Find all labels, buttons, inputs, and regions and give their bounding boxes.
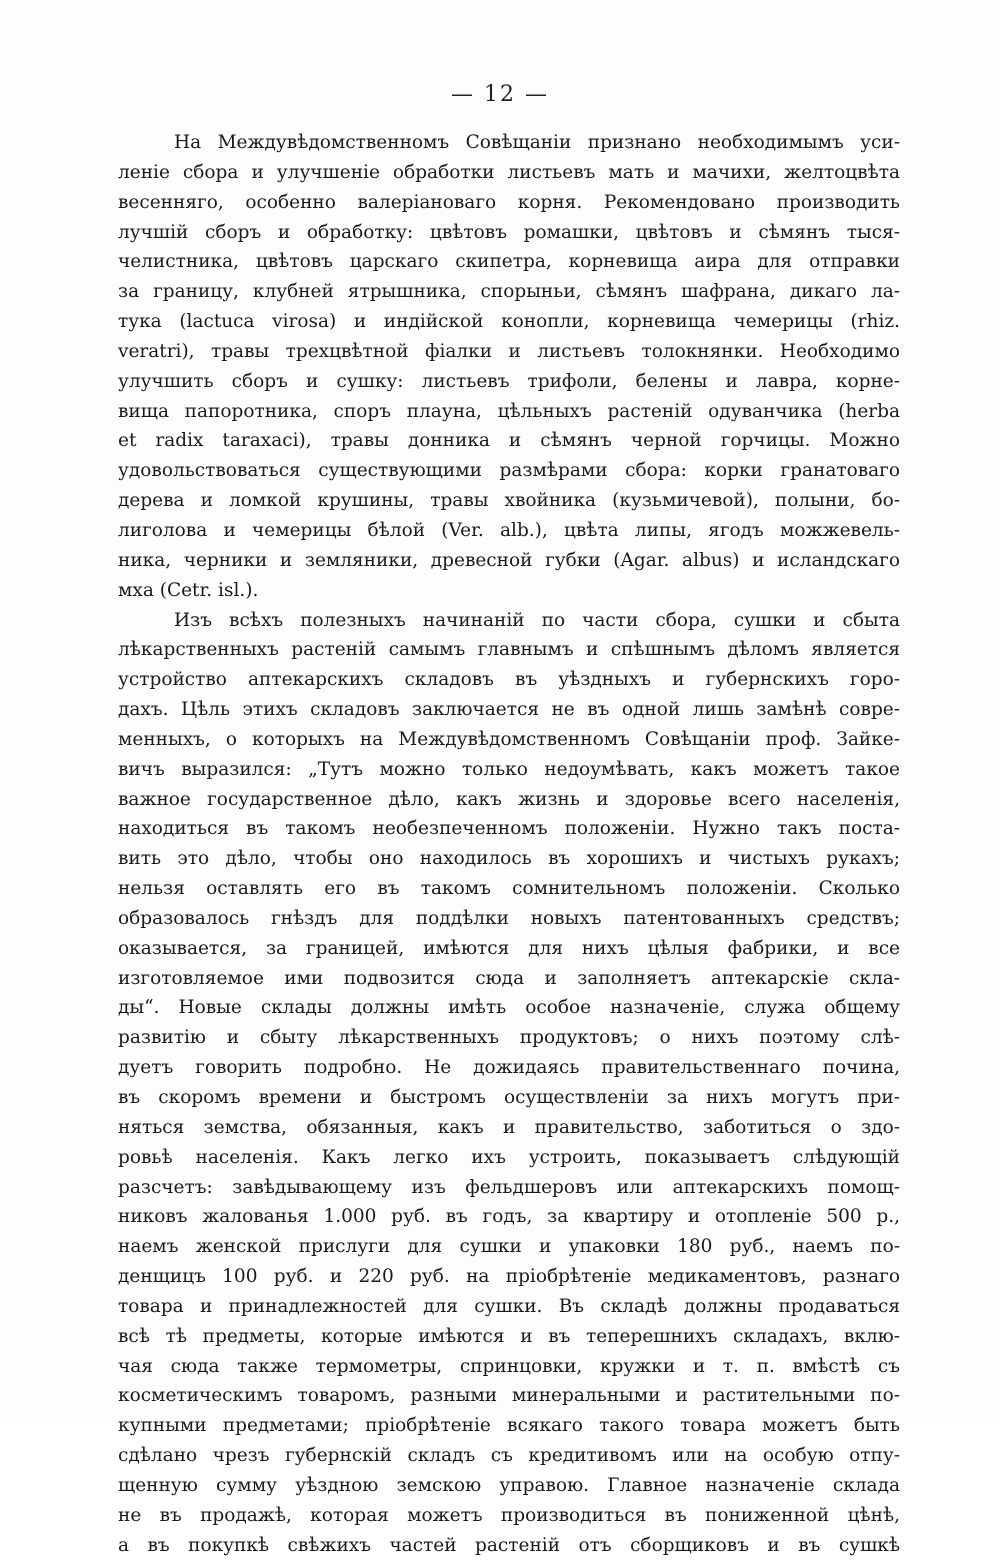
- text-line: въ скоромъ времени и быстромъ осуществленіи за нихъ могутъ при-: [118, 1087, 900, 1108]
- text-line: дуетъ говорить подробно. Не дожидаясь правительственнаго почина,: [118, 1057, 900, 1079]
- text-line: наемъ женской прислуги для сушки и упаковки 180 руб., наемъ по-: [118, 1236, 900, 1258]
- text-line: леніе сбора и улучшеніе обработки листьевъ мать и мачихи, желтоцвѣта: [118, 161, 900, 183]
- text-line: не въ продажѣ, которая можетъ производиться въ пониженной цѣнѣ,: [118, 1504, 900, 1526]
- text-line: образовалось гнѣздъ для поддѣлки новыхъ патентованныхъ средствъ;: [118, 907, 900, 929]
- text-line: вичъ выразился: „Тутъ можно только недоумѣвать, какъ можетъ такое: [118, 758, 900, 780]
- text-line: щенную сумму уѣздною земскою управою. Главное назначеніе склада: [118, 1474, 900, 1496]
- text-line: лѣкарственныхъ растеній самымъ главнымъ и спѣшнымъ дѣломъ является: [118, 639, 900, 661]
- text-line: челистника, цвѣтовъ царскаго скипетра, корневища аира для отправки: [118, 251, 900, 273]
- text-line: чая сюда также термометры, спринцовки, кружки и т. п. вмѣстѣ съ: [118, 1355, 900, 1377]
- text-line: ровьѣ населенія. Какъ легко ихъ устроить, показываетъ слѣдующій: [118, 1146, 900, 1168]
- text-line: важное государственное дѣло, какъ жизнь и здоровье всего населенія,: [118, 788, 900, 810]
- text-line: тука (lactuca virosa) и индійской конопли, корневища чемерицы (rhiz.: [118, 311, 900, 333]
- text-line: сдѣлано чрезъ губернскій складъ съ кредитивомъ или на особую отпу-: [118, 1445, 900, 1467]
- text-line: косметическимъ товаромъ, разными минеральными и растительными по-: [118, 1385, 900, 1407]
- body-text: [118, 128, 900, 1561]
- text-line: устройство аптекарскихъ складовъ въ уѣздныхъ и губернскихъ горо-: [118, 669, 900, 691]
- text-line: всѣ тѣ предметы, которые имѣются и въ теперешнихъ складахъ, вклю-: [118, 1325, 900, 1347]
- text-line: улучшить сборъ и сушку: листьевъ трифоли, белены и лавра, корне-: [118, 370, 900, 392]
- text-line: товара и принадлежностей для сушки. Въ складѣ должны продаваться: [118, 1295, 900, 1317]
- text-line: мха (Cetr. isl.).: [118, 579, 259, 601]
- text-line: лиголова и чемерицы бѣлой (Ver. alb.), цвѣта липы, ягодъ можжевель-: [118, 519, 900, 541]
- text-line: дерева и ломкой крушины, травы хвойника (кузьмичевой), полыни, бо-: [118, 490, 900, 512]
- text-line: за границу, клубней ятрышника, спорыньи, сѣмянъ шафрана, дикаго ла-: [118, 281, 900, 303]
- text-line: оказывается, за границей, имѣются для нихъ цѣлыя фабрики, и все: [118, 937, 900, 959]
- text-line: находиться въ такомъ необезпеченномъ положеніи. Нужно такъ поста-: [118, 818, 900, 840]
- text-line: вища папоротника, споръ плауна, цѣльныхъ растеній одуванчика (herba: [118, 400, 900, 422]
- text-line: никовъ жалованья 1.000 руб. въ годъ, за квартиру и отопленіе 500 р.,: [118, 1206, 900, 1228]
- text-line: Изъ всѣхъ полезныхъ начинаній по части сбора, сушки и сбыта: [174, 609, 900, 631]
- text-line: лучшій сборъ и обработку: цвѣтовъ ромашки, цвѣтовъ и сѣмянъ тыся-: [118, 221, 900, 243]
- text-line: развитію и сбыту лѣкарственныхъ продуктовъ; о нихъ поэтому слѣ-: [118, 1027, 900, 1049]
- text-line: et radix taraxaci), травы донника и сѣмянъ черной горчицы. Можно: [118, 430, 900, 452]
- page-number: — 12 —: [451, 82, 549, 107]
- text-line: ника, черники и земляники, древесной губки (Agar. albus) и исландскаго: [118, 549, 900, 571]
- text-line: а въ покупкѣ свѣжихъ частей растеній отъ сборщиковъ и въ сушкѣ: [118, 1534, 900, 1556]
- text-line: дахъ. Цѣль этихъ складовъ заключается не въ одной лишь замѣнѣ совре-: [118, 699, 900, 721]
- text-line: разсчетъ: завѣдывающему изъ фельдшеровъ или аптекарскихъ помощ-: [118, 1176, 900, 1198]
- text-line: На Междувѣдомственномъ Совѣщаніи признано необходимымъ уси-: [174, 132, 900, 153]
- text-line: нельзя оставлять его въ такомъ сомнительномъ положеніи. Сколько: [118, 878, 900, 900]
- text-line: вить это дѣло, чтобы оно находилось въ хорошихъ и чистыхъ рукахъ;: [118, 848, 900, 870]
- text-line: изготовляемое ими подвозится сюда и заполняетъ аптекарскіе скла-: [118, 967, 900, 989]
- text-line: купными предметами; пріобрѣтеніе всякаго такого товара можетъ быть: [118, 1415, 900, 1437]
- text-line: няться земства, обязанныя, какъ и правительство, заботиться о здо-: [118, 1116, 900, 1138]
- text-line: ды“. Новые склады должны имѣть особое назначеніе, служа общему: [118, 997, 900, 1019]
- text-line: денщицъ 100 руб. и 220 руб. на пріобрѣтеніе медикаментовъ, разнаго: [118, 1266, 900, 1288]
- text-line: veratri), травы трехцвѣтной фіалки и листьевъ толокнянки. Необходимо: [118, 340, 900, 362]
- text-line: менныхъ, о которыхъ на Междувѣдомственномъ Совѣщаніи проф. Зайке-: [118, 728, 900, 750]
- text-line: удовольствоваться существующими размѣрами сбора: корки гранатоваго: [118, 460, 900, 482]
- text-line: весенняго, особенно валеріановаго корня. Рекомендовано производить: [118, 191, 900, 213]
